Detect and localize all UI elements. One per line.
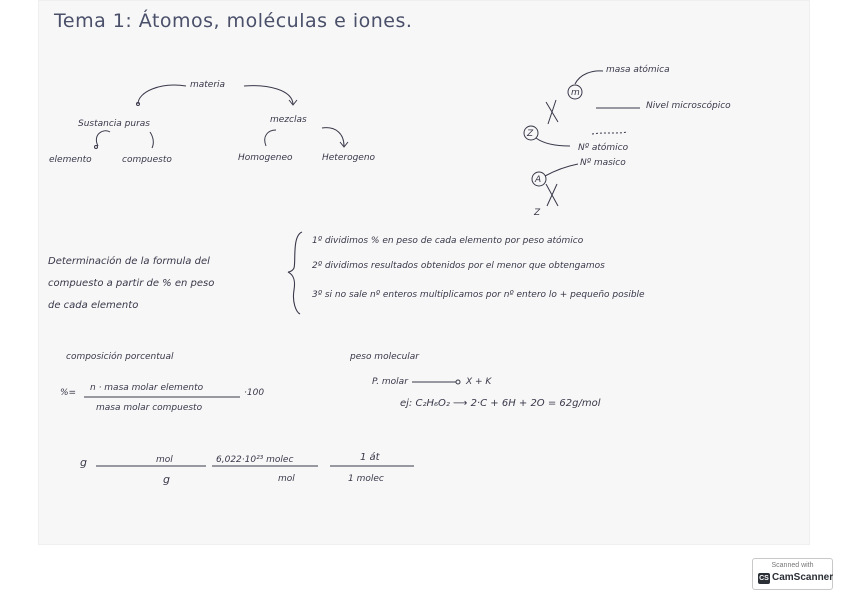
formula-step-1: 1º dividimos % en peso de cada elemento por peso atómico <box>312 236 584 246</box>
conversion-start: g <box>80 456 87 469</box>
atom-number-label: Nº atómico <box>578 143 629 153</box>
molecular-weight-arrow-head <box>456 380 460 384</box>
atom-nivel-label: Nivel microscópico <box>646 101 731 111</box>
tree-heterogeneo-label: Heterogeno <box>322 153 376 163</box>
atom-m-symbol: m <box>571 88 580 98</box>
tree-elemento-label: elemento <box>49 155 92 165</box>
conversion-f1-numerator: mol <box>156 455 173 465</box>
atom-z-subscript: Z <box>534 208 541 218</box>
atom-a-circle <box>532 172 546 186</box>
atom-mass-arrow <box>575 71 603 84</box>
tree-compuesto-label: compuesto <box>122 155 172 165</box>
formula-step-3: 3º si no sale nº enteros multiplicamos por nº entero lo + pequeño posible <box>312 290 645 300</box>
formula-label-line-1: Determinación de la formula del <box>48 256 210 267</box>
formula-step-2: 2º dividimos resultados obtenidos por el menor que obtengamos <box>312 261 605 271</box>
page-title: Tema 1: Átomos, moléculas e iones. <box>54 10 413 32</box>
atom-z-symbol: Z <box>527 129 534 139</box>
atom-mass-label: masa atómica <box>606 65 670 75</box>
atom-scribble <box>592 132 628 134</box>
tree-arc-compuesto <box>150 132 153 148</box>
tree-arc-elemento-dot <box>95 146 98 149</box>
formula-label-line-3: de cada elemento <box>48 300 139 311</box>
tree-root-label: materia <box>190 80 226 90</box>
atom-mass-number-label: Nº masico <box>580 158 626 168</box>
tree-arc-right <box>244 86 293 104</box>
tree-left-label: Sustancia puras <box>78 119 150 129</box>
tree-right-label: mezclas <box>270 115 307 125</box>
conversion-f2-numerator: 6,022·10²³ molec <box>216 455 294 465</box>
composition-prefix: %= <box>60 388 77 398</box>
badge-caption: Scanned with <box>771 562 814 569</box>
atom-a-symbol: A <box>535 175 542 185</box>
tree-arc-homogeneo <box>265 130 276 146</box>
conversion-f3-numerator: 1 át <box>360 452 380 463</box>
camscanner-badge <box>752 558 833 590</box>
molecular-weight-components: X + K <box>466 377 492 387</box>
composition-numerator: n · masa molar elemento <box>90 383 204 393</box>
tree-homogeneo-label: Homogeneo <box>238 153 293 163</box>
conversion-f3-denominator: 1 molec <box>348 474 384 484</box>
formula-label-line-2: compuesto a partir de % en peso <box>48 278 215 289</box>
conversion-f2-denominator: mol <box>278 474 295 484</box>
camscanner-logo-icon: CS <box>759 575 769 582</box>
composition-denominator: masa molar compuesto <box>96 403 203 413</box>
atom-m-circle <box>568 85 582 99</box>
molecular-weight-example: ej: C₂H₆O₂ ⟶ 2·C + 6H + 2O = 62g/mol <box>400 398 601 409</box>
formula-brace <box>288 232 302 314</box>
atom-z-circle <box>524 126 538 140</box>
badge-brand-name: CamScanner <box>772 572 834 583</box>
molecular-weight-heading: peso molecular <box>350 352 419 362</box>
conversion-f1-denominator: g <box>163 473 170 486</box>
atom-x-symbol <box>546 100 558 124</box>
composition-factor: ·100 <box>244 388 265 398</box>
tree-arc-elemento <box>96 131 110 146</box>
molecular-weight-label: P. molar <box>372 377 408 387</box>
atom-number-arrow <box>536 138 570 146</box>
composition-heading: composición porcentual <box>66 352 174 362</box>
atom-mass-number-arrow <box>545 164 578 176</box>
atom-x-symbol-2 <box>546 184 558 206</box>
tree-arc-left <box>138 85 186 104</box>
